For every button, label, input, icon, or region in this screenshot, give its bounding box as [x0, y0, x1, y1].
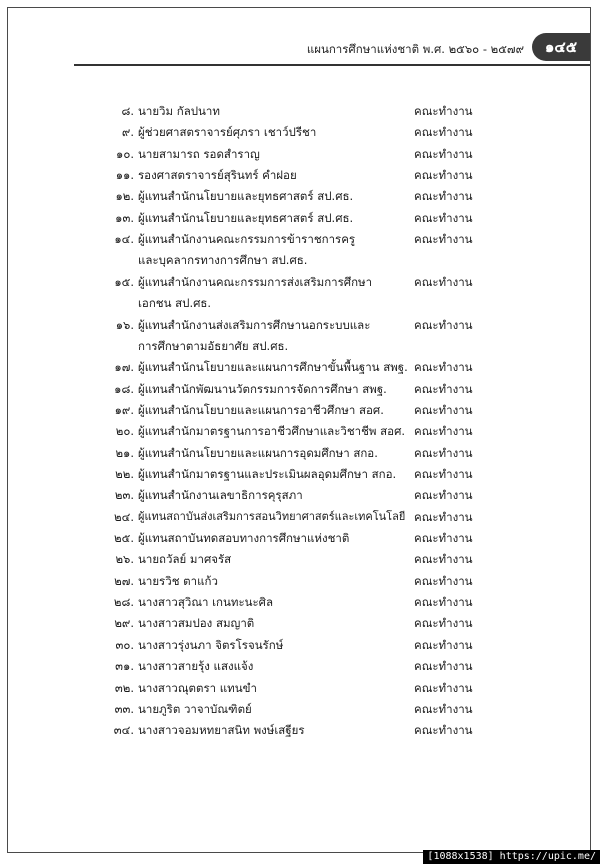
list-item	[0, 510, 600, 531]
member-role: คณะทำงาน	[414, 595, 473, 610]
list-item	[0, 125, 600, 146]
member-role: คณะทำงาน	[414, 680, 473, 695]
member-name: ผู้แทนสำนักนโยบายและยุทธศาสตร์ สป.ศธ.	[138, 210, 354, 225]
member-name: ผู้ช่วยศาสตราจารย์ศุภรา เชาว์ปรีชา	[138, 125, 317, 140]
member-name: ผู้แทนสำนักนโยบายและแผนการศึกษาขั้นพื้นฐาน สพฐ.	[138, 360, 408, 375]
list-item	[0, 382, 600, 403]
item-number: ๑๗.	[114, 360, 134, 375]
item-number: ๒๗.	[114, 573, 134, 588]
list-item	[0, 147, 600, 168]
item-number: ๑๐.	[116, 146, 134, 161]
member-name: ผู้แทนสำนักงานคณะกรรมการข้าราชการครู	[138, 232, 356, 247]
list-item	[0, 574, 600, 595]
member-role: คณะทำงาน	[414, 531, 473, 545]
item-number: ๑๖.	[115, 317, 134, 332]
item-number: ๒๒.	[115, 467, 134, 481]
member-name: นางสาวจอมหทยาสนิท พงษ์เสฐียร	[138, 723, 305, 738]
item-number: ๓๓.	[114, 701, 134, 716]
member-name: ผู้แทนสถาบันส่งเสริมการสอนวิทยาศาสตร์และเทคโนโลยี	[138, 509, 406, 523]
member-name: นายภูริต วาจาบัณฑิตย์	[138, 701, 252, 716]
watermark: [1088x1538] https://upic.me/	[423, 850, 600, 864]
page-number: ๑๔๕	[532, 33, 590, 61]
list-item	[0, 723, 600, 744]
member-name: ผู้แทนสถาบันทดสอบทางการศึกษาแห่งชาติ	[138, 531, 350, 545]
item-number: ๑๕.	[114, 274, 134, 289]
member-name: ผู้แทนสำนักมาตรฐานการอาชีวศึกษาและวิชาชีพ สอศ.	[138, 424, 406, 439]
item-number: ๓๐.	[115, 637, 134, 652]
list-item	[0, 318, 600, 361]
member-name: ผู้แทนสำนักงานคณะกรรมการส่งเสริมการศึกษา	[138, 274, 373, 289]
list-item	[0, 232, 600, 275]
list-item	[0, 488, 600, 509]
item-number: ๓๒.	[114, 680, 134, 695]
member-name: นายถวัลย์ มาศจรัส	[138, 552, 232, 567]
item-number: ๒๖.	[115, 552, 134, 567]
member-role: คณะทำงาน	[414, 723, 473, 738]
member-name: นางสาวสายรุ้ง แสงแจ้ง	[138, 659, 254, 674]
list-item	[0, 360, 600, 381]
member-name-continued: การศึกษาตามอัธยาศัย สป.ศธ.	[138, 338, 289, 353]
member-role: คณะทำงาน	[414, 424, 473, 439]
member-name: รองศาสตราจารย์สุรินทร์ คำฝอย	[138, 168, 297, 183]
member-name-continued: เอกชน สป.ศธ.	[138, 296, 212, 311]
list-item	[0, 424, 600, 445]
item-number: ๒๓.	[114, 488, 134, 503]
list-item	[0, 595, 600, 616]
member-name: นางสาวสุวิณา เกนทะนะศิล	[138, 595, 274, 610]
member-role: คณะทำงาน	[414, 552, 473, 567]
page-header	[74, 34, 590, 66]
list-item	[0, 104, 600, 125]
member-role: คณะทำงาน	[414, 616, 473, 631]
member-role: คณะทำงาน	[414, 402, 473, 417]
member-role: คณะทำงาน	[414, 232, 473, 247]
member-role: คณะทำงาน	[414, 168, 473, 183]
list-item	[0, 552, 600, 573]
list-item	[0, 467, 600, 488]
item-number: ๘.	[121, 104, 134, 118]
item-number: ๒๙.	[114, 616, 134, 631]
member-role: คณะทำงาน	[414, 125, 473, 140]
member-name: ผู้แทนสำนักพัฒนานวัตกรรมการจัดการศึกษา สพฐ.	[138, 381, 387, 396]
member-role: คณะทำงาน	[414, 488, 473, 503]
item-number: ๙.	[121, 125, 134, 140]
item-number: ๒๘.	[113, 595, 134, 610]
item-number: ๑๙.	[114, 402, 134, 417]
list-item	[0, 168, 600, 189]
member-name: นายรวิช ตาแก้ว	[138, 573, 218, 588]
list-item	[0, 681, 600, 702]
item-number: ๑๔.	[114, 232, 134, 247]
item-number: ๓๑.	[115, 659, 134, 674]
list-item	[0, 638, 600, 659]
member-name: ผู้แทนสำนักงานส่งเสริมการศึกษานอกระบบและ	[138, 317, 371, 332]
member-role: คณะทำงาน	[414, 104, 473, 118]
member-name: นายสามารถ รอดสำราญ	[138, 146, 260, 161]
member-name: ผู้แทนสำนักมาตรฐานและประเมินผลอุดมศึกษา สกอ.	[138, 467, 397, 481]
member-role: คณะทำงาน	[414, 445, 473, 460]
member-role: คณะทำงาน	[414, 317, 473, 332]
member-role: คณะทำงาน	[414, 659, 473, 674]
member-role: คณะทำงาน	[414, 274, 473, 289]
list-item	[0, 211, 600, 232]
item-number: ๑๓.	[115, 210, 134, 225]
item-number: ๒๕.	[114, 531, 134, 545]
item-number: ๑๑.	[115, 168, 134, 183]
item-number: ๒๔.	[114, 509, 134, 524]
member-name: ผู้แทนสำนักงานเลขาธิการคุรุสภา	[138, 488, 303, 503]
member-name: ผู้แทนสำนักนโยบายและยุทธศาสตร์ สป.ศธ.	[138, 189, 354, 204]
item-number: ๒๐.	[115, 424, 134, 439]
member-role: คณะทำงาน	[414, 637, 473, 652]
item-number: ๑๘.	[114, 381, 134, 396]
member-role: คณะทำงาน	[414, 381, 473, 396]
list-item	[0, 189, 600, 210]
member-role: คณะทำงาน	[414, 360, 473, 375]
member-role: คณะทำงาน	[414, 189, 473, 204]
member-role: คณะทำงาน	[414, 701, 473, 716]
list-item	[0, 616, 600, 637]
member-name: นายวิม กัลปนาท	[138, 104, 220, 118]
list-item	[0, 531, 600, 552]
member-role: คณะทำงาน	[414, 467, 473, 481]
header-title: แผนการศึกษาแห่งชาติ พ.ศ. ๒๕๖๐ - ๒๕๗๙	[306, 42, 524, 56]
member-role: คณะทำงาน	[414, 509, 473, 524]
member-name: นางสาวสมปอง สมญาติ	[138, 616, 255, 631]
member-name: ผู้แทนสำนักนโยบายและแผนการอุดมศึกษา สกอ.	[138, 445, 378, 460]
list-item	[0, 275, 600, 318]
member-role: คณะทำงาน	[414, 146, 473, 161]
member-name: ผู้แทนสำนักนโยบายและแผนการอาชีวศึกษา สอศ.	[138, 402, 384, 417]
list-item	[0, 702, 600, 723]
item-number: ๑๒.	[115, 189, 134, 204]
member-name-continued: และบุคลากรทางการศึกษา สป.ศธ.	[138, 253, 308, 268]
list-item	[0, 403, 600, 424]
member-role: คณะทำงาน	[414, 210, 473, 225]
list-item	[0, 446, 600, 467]
item-number: ๒๑.	[115, 445, 134, 460]
list-item	[0, 659, 600, 680]
member-role: คณะทำงาน	[414, 573, 473, 588]
member-name: นางสาวรุ่งนภา จิตรโรจนรักษ์	[138, 637, 284, 652]
item-number: ๓๔.	[113, 723, 134, 738]
member-name: นางสาวณุตตรา แทนขำ	[138, 680, 257, 695]
